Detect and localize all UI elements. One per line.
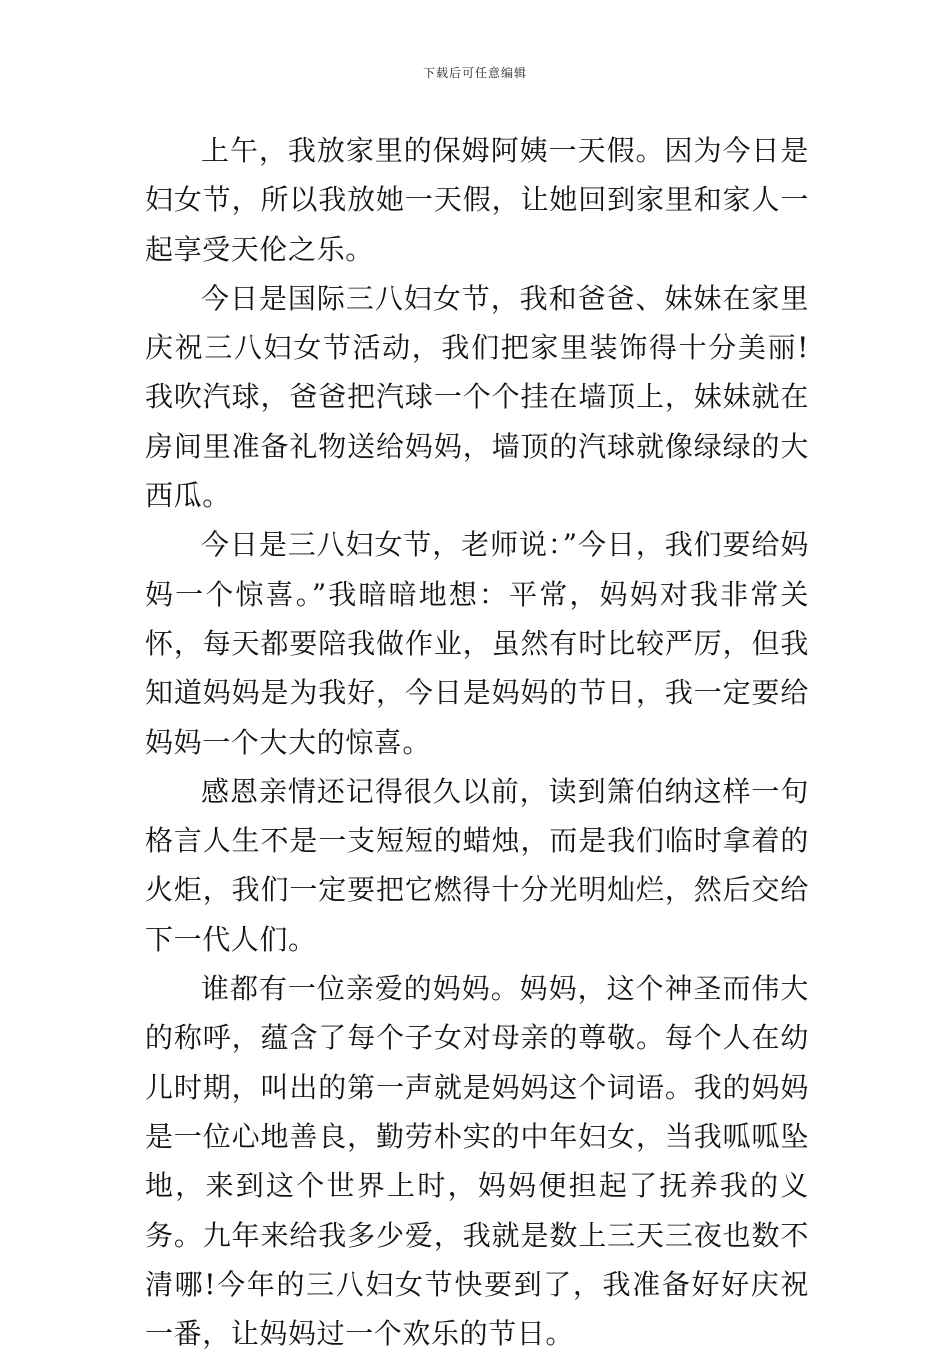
paragraph-1: 上午，我放家里的保姆阿姨一天假。因为今日是妇女节，所以我放她一天假，让她回到家里和家人一起享受天伦之乐。	[145, 134, 809, 266]
paragraph-5: 谁都有一位亲爱的妈妈。妈妈，这个神圣而伟大的称呼，蕴含了每个子女对母亲的尊敬。每个人在幼儿时期，叫出的第一声就是妈妈这个词语。我的妈妈是一位心地善良，勤劳朴实的中年妇女，当我呱呱坠地，来到这个世界上时，妈妈便担起了抚养我的义务。九年来给我多少爱，我就是数上三天三夜也数不清哪!今年的三八妇女节快要到了，我准备好好庆祝一番，让妈妈过一个欢乐的节日。	[145, 972, 809, 1351]
article-body	[145, 126, 809, 1358]
paragraph-3: 今日是三八妇女节，老师说：”今日，我们要给妈妈一个惊喜。”我暗暗地想：平常，妈妈对我非常关怀，每天都要陪我做作业，虽然有时比较严厉，但我知道妈妈是为我好，今日是妈妈的节日，我一定要给妈妈一个大大的惊喜。	[145, 528, 809, 759]
paragraph-2: 今日是国际三八妇女节，我和爸爸、妹妹在家里庆祝三八妇女节活动，我们把家里装饰得十分美丽!我吹汽球，爸爸把汽球一个个挂在墙顶上，妹妹就在房间里准备礼物送给妈妈，墙顶的汽球就像绿绿的大西瓜。	[145, 281, 809, 513]
header-note: 下载后可任意编辑	[422, 66, 527, 80]
paragraph-4: 感恩亲情还记得很久以前，读到箫伯纳这样一句格言人生不是一支短短的蜡烛，而是我们临时拿着的火炬，我们一定要把它燃得十分光明灿烂，然后交给下一代人们。	[145, 774, 809, 956]
